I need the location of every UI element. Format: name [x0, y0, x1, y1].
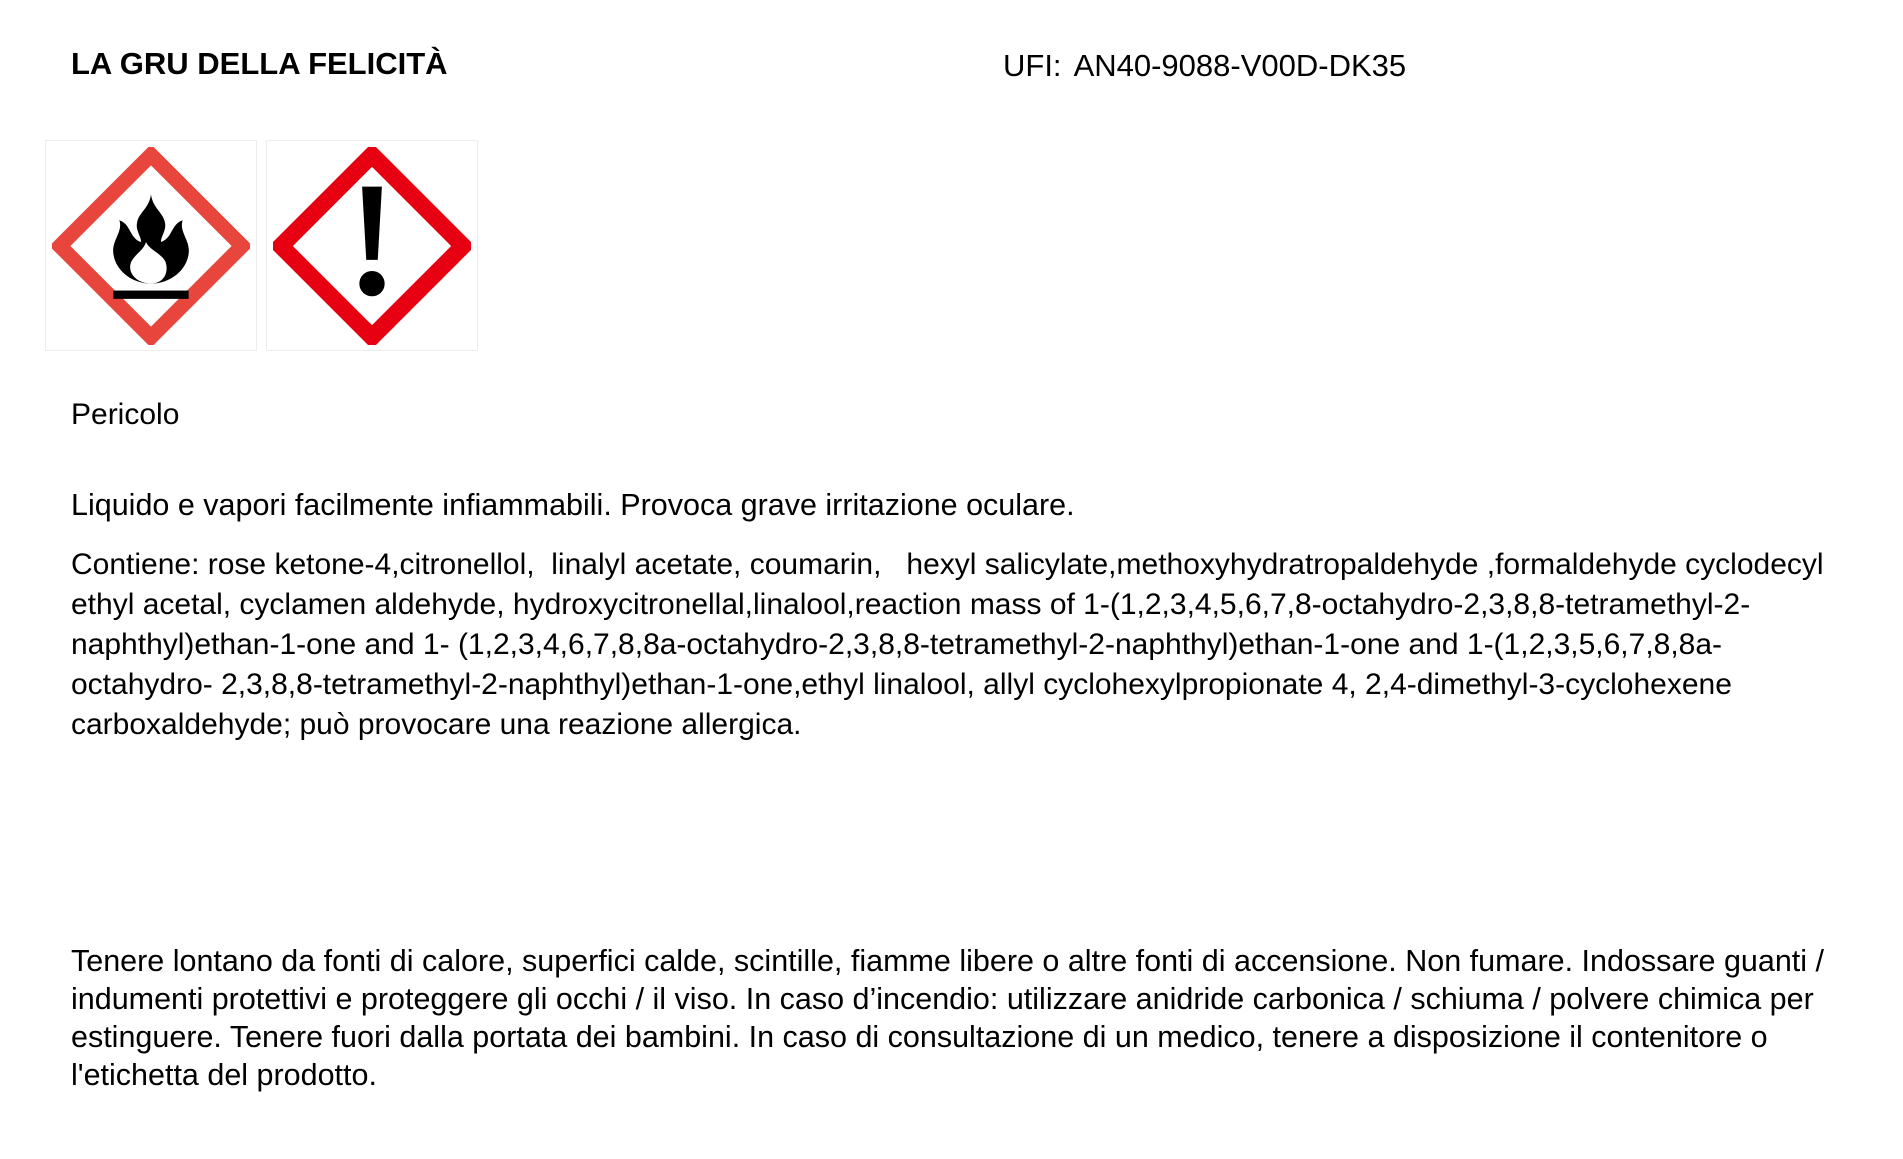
signal-word: Pericolo [71, 398, 180, 431]
product-name: LA GRU DELLA FELICITÀ [71, 46, 448, 81]
ufi [1003, 48, 1406, 84]
precautionary-statements: Tenere lontano da fonti di calore, superfici calde, scintille, fiamme libere o altre fonti di accensione. Non fumare. Indossare guanti / indumenti protettivi e proteggere gli occhi / il viso. In caso d’incendio: utilizzare anidride carbonica / schiuma / polvere chimica per estinguere. Tenere fuori dalla portata dei bambini. In caso di consultazione di un medico, tenere a disposizione il contenitore o l'etichetta del prodotto. [71, 944, 1833, 1092]
exclamation-mark-pictogram-icon [266, 140, 478, 351]
pictogram-row [45, 140, 478, 351]
contains-statement: Contiene: rose ketone-4,citronellol, linalyl acetate, coumarin, hexyl salicylate,methoxyhydratropaldehyde ,formaldehyde cyclodecyl ethyl acetal, cyclamen aldehyde, hydroxycitronellal,linalool,reaction mass of 1-(1,2,3,4,5,6,7,8-octahydro-2,3,8,8-tetramethyl-2-naphthyl)ethan-1-one and 1- (1,2,3,4,6,7,8,8a-octahydro-2,3,8,8-tetramethyl-2-naphthyl)ethan-1-one and 1-(1,2,3,5,6,7,8,8a-octahydro- 2,3,8,8-tetramethyl-2-naphthyl)ethan-1-one,ethyl linalool, allyl cyclohexylpropionate 4, 2,4-dimethyl-3-cyclohexene carboxaldehyde; può provocare una reazione allergica. [71, 548, 1832, 741]
hazard-statements: Liquido e vapori facilmente infiammabili. Provoca grave irritazione oculare. [71, 488, 1075, 522]
flame-pictogram-icon [45, 140, 257, 351]
ufi-code: AN40-9088-V00D-DK35 [1073, 48, 1407, 83]
ufi-label: UFI: [1003, 48, 1062, 83]
